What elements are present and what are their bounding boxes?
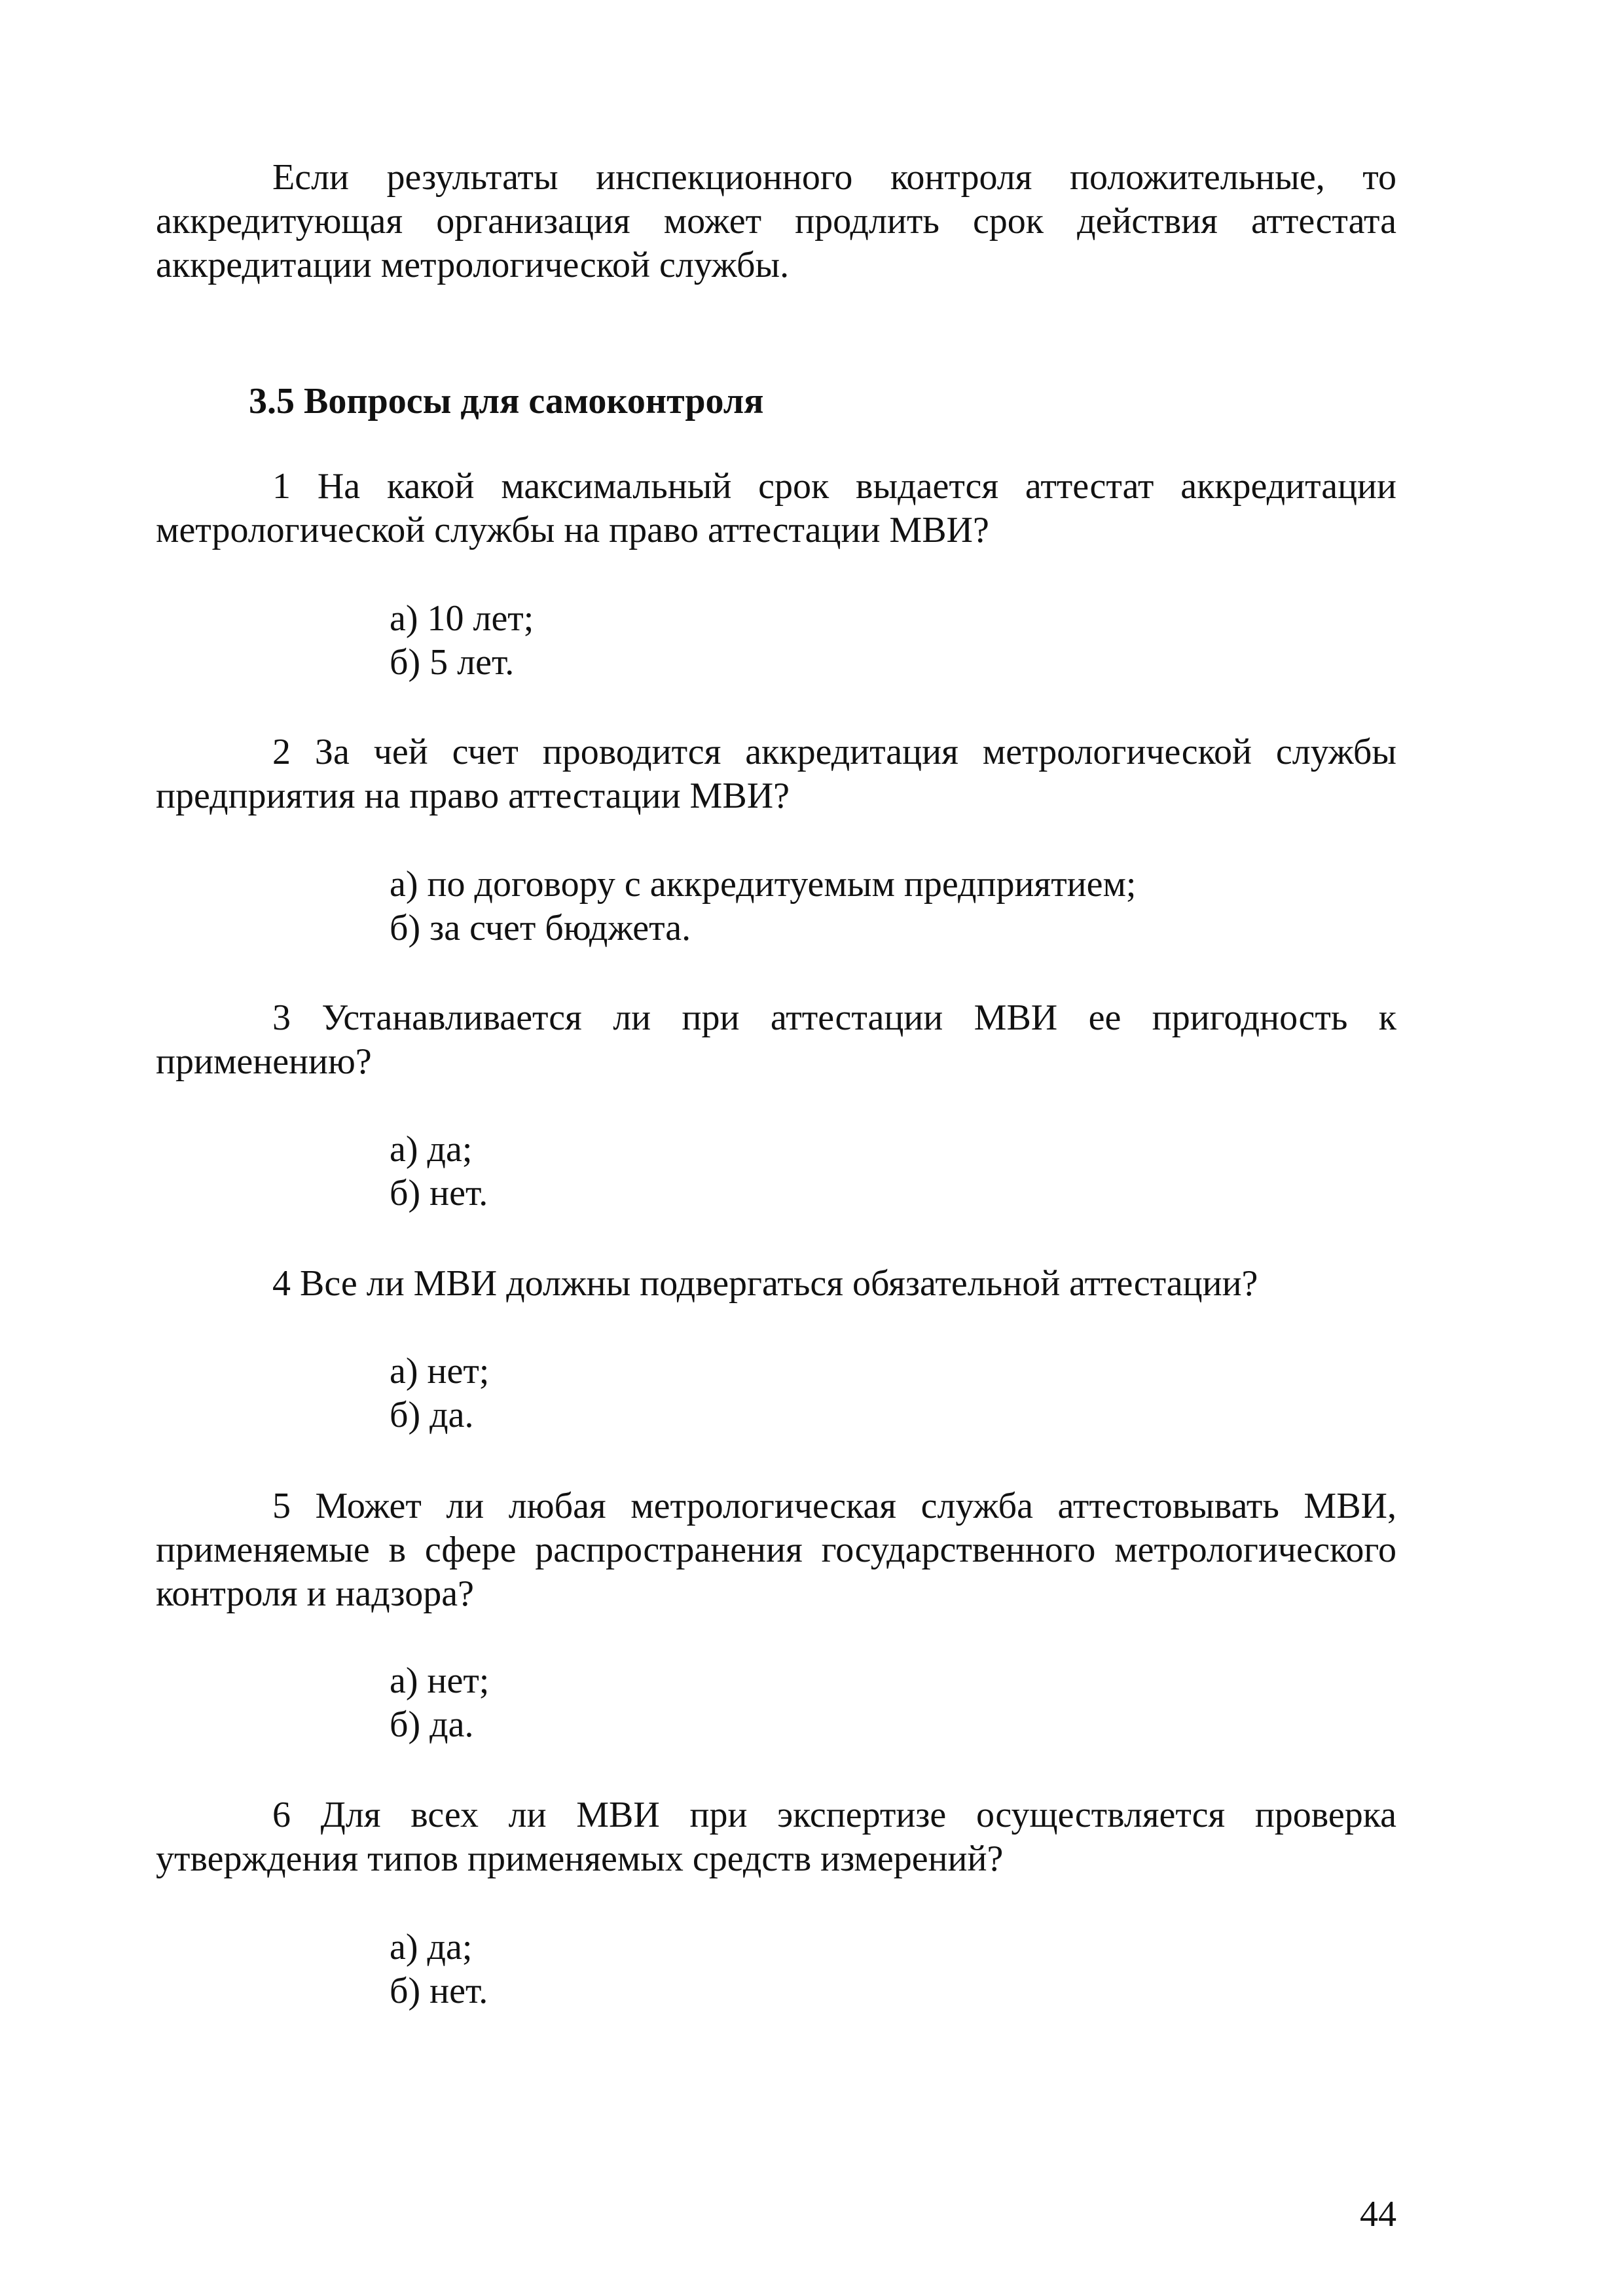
question-2-options [390,863,1372,950]
question-1-options [390,597,1372,685]
option-a: а) нет; [390,1351,490,1391]
question-5-options [390,1659,1372,1747]
question-1: 1 На какой максимальный срок выдается аттестат аккредитации метрологической службы на право аттестации МВИ? [156,466,1396,550]
question-4-options [390,1350,1372,1437]
question-4: 4 Все ли МВИ должны подвергаться обязательной аттестации? [272,1263,1258,1304]
option-b: б) нет. [390,1173,488,1213]
option-a: а) да; [390,1927,473,1967]
option-a: а) по договору с аккредитуемым предприятием; [390,864,1137,905]
option-b: б) 5 лет. [390,642,515,683]
question-3-options [390,1128,1372,1215]
question-5: 5 Может ли любая метрологическая служба аттестовывать МВИ, применяемые в сфере распространения государственного метрологического контроля и надзора? [156,1486,1396,1614]
option-b: б) за счет бюджета. [390,908,691,948]
question-2: 2 За чей счет проводится аккредитация метрологической службы предприятия на право аттестации МВИ? [156,732,1396,816]
section-heading: 3.5 Вопросы для самоконтроля [249,381,764,422]
option-a: а) 10 лет; [390,598,534,639]
option-b: б) да. [390,1704,474,1745]
option-b: б) нет. [390,1971,488,2011]
page-number: 44 [1360,2194,1396,2234]
option-b: б) да. [390,1395,474,1435]
option-a: а) да; [390,1129,473,1170]
question-6: 6 Для всех ли МВИ при экспертизе осуществляется проверка утверждения типов применяемых средств измерений? [156,1795,1396,1879]
option-a: а) нет; [390,1660,490,1701]
question-6-options [390,1926,1372,2013]
intro-paragraph: Если результаты инспекционного контроля положительные, то аккредитующая организация может продлить срок действия аттестата аккредитации метрологической службы. [156,157,1396,285]
question-3: 3 Устанавливается ли при аттестации МВИ ее пригодность к применению? [156,997,1396,1082]
